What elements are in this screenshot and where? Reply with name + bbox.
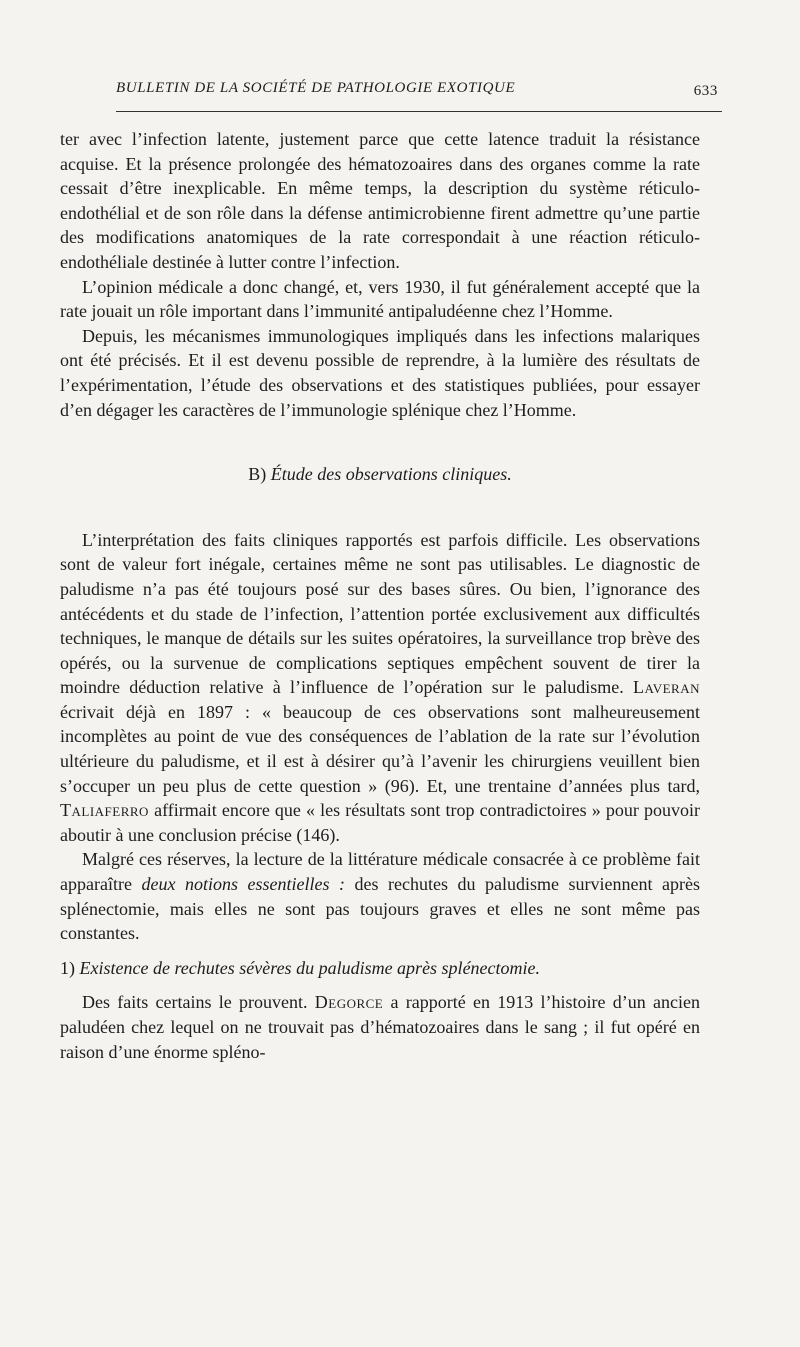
paragraph-2: L’opinion médicale a donc changé, et, vers 1930, il fut généralement accepté que la rate jouait un rôle important dans l’immunité antipaludéenne chez l’Homme. <box>60 276 700 322</box>
page-number: 633 <box>693 83 718 99</box>
paragraph-5-part-1: Malgré ces réserves, la lecture de la littérature médicale consacrée à ce problème fait apparaître <box>60 849 700 895</box>
paragraph-4-part-1: L’interprétation des faits cliniques rapportés est parfois difficile. Les observations sont de valeur fort inégale, certaines même ne sont pas utilisables. Le diagnostic de paludisme n’a pas été toujours posé sur des bases sûres. Ou bien, l’ignorance des antécédents et du stade de l’infection, l’attention portée exclusivement aux difficultés techniques, le manque de détails sur les suites opératoires, la surveillance trop brève des opérés, ou la survenue de complications septiques empêchent souvent de tirer la moindre déduction relative à l’influence de l’opération sur le paludisme. <box>60 529 700 698</box>
section-heading-prefix: B) <box>248 464 271 485</box>
subsection-title: Existence de rechutes sévères du paludisme après splénectomie. <box>79 957 541 978</box>
running-title: BULLETIN DE LA SOCIÉTÉ DE PATHOLOGIE EXOTIQUE <box>116 80 516 96</box>
author-taliaferro: Taliaferro <box>60 800 149 821</box>
paragraph-6-part-2: a rapporté en 1913 l’histoire d’un ancien paludéen chez lequel on ne trouvait pas d’hématozoaires dans le sang ; il fut opéré en raison d’une énorme spléno- <box>60 992 700 1062</box>
section-heading <box>60 462 700 487</box>
subsection-heading <box>60 956 700 981</box>
paragraph-5 <box>60 847 700 945</box>
paragraph-4-part-3: affirmait encore que « les résultats sont trop contradictoires » pour pouvoir aboutir à une conclusion précise (146). <box>60 800 700 845</box>
paragraph-6-part-1: Des faits certains le prouvent. <box>82 992 315 1013</box>
paragraph-6 <box>60 990 700 1064</box>
header-rule <box>116 111 722 112</box>
section-heading-title: Étude des observations cliniques. <box>270 464 512 485</box>
subsection-number: 1) <box>60 957 80 978</box>
paragraph-4-part-2: écrivait déjà en 1897 : « beaucoup de ces observations sont malheureusement incomplètes au point de vue des conséquences de l’ablation de la rate sur l’évolution ultérieure du paludisme, et il est à désirer qu’à l’avenir les chirurgiens veuillent bien s’occuper un peu plus de cette question » (96). Et, une trentaine d’années plus tard, <box>60 701 700 796</box>
author-degorce: Degorce <box>314 992 384 1013</box>
paragraph-4 <box>60 528 700 848</box>
body-text <box>60 127 700 1064</box>
author-laveran: Laveran <box>633 677 700 698</box>
paragraph-1: ter avec l’infection latente, justement parce que cette latence traduit la résistance acquise. Et la présence prolongée des hématozoaires dans des organes comme la rate cessait d’être inexplicable. En même temps, la description du système réticulo-endothélial et de son rôle dans la défense antimicrobienne firent admettre qu’une partie des modifications anatomiques de la rate correspondait à une réaction réticulo-endothéliale destinée à lutter contre l’infection. <box>60 129 700 272</box>
paragraph-5-emphasis: deux notions essentielles : <box>141 874 345 895</box>
paragraph-3: Depuis, les mécanismes immunologiques impliqués dans les infections malariques ont été précisés. Et il est devenu possible de reprendre, à la lumière des résultats de l’expérimentation, l’étude des observations et des statistiques publiées, pour essayer d’en dégager les caractères de l’immunologie splénique chez l’Homme. <box>60 325 700 420</box>
paragraph-5-part-2: des rechutes du paludisme surviennent après splénectomie, mais elles ne sont pas toujours graves et elles ne sont même pas constantes. <box>60 874 700 944</box>
